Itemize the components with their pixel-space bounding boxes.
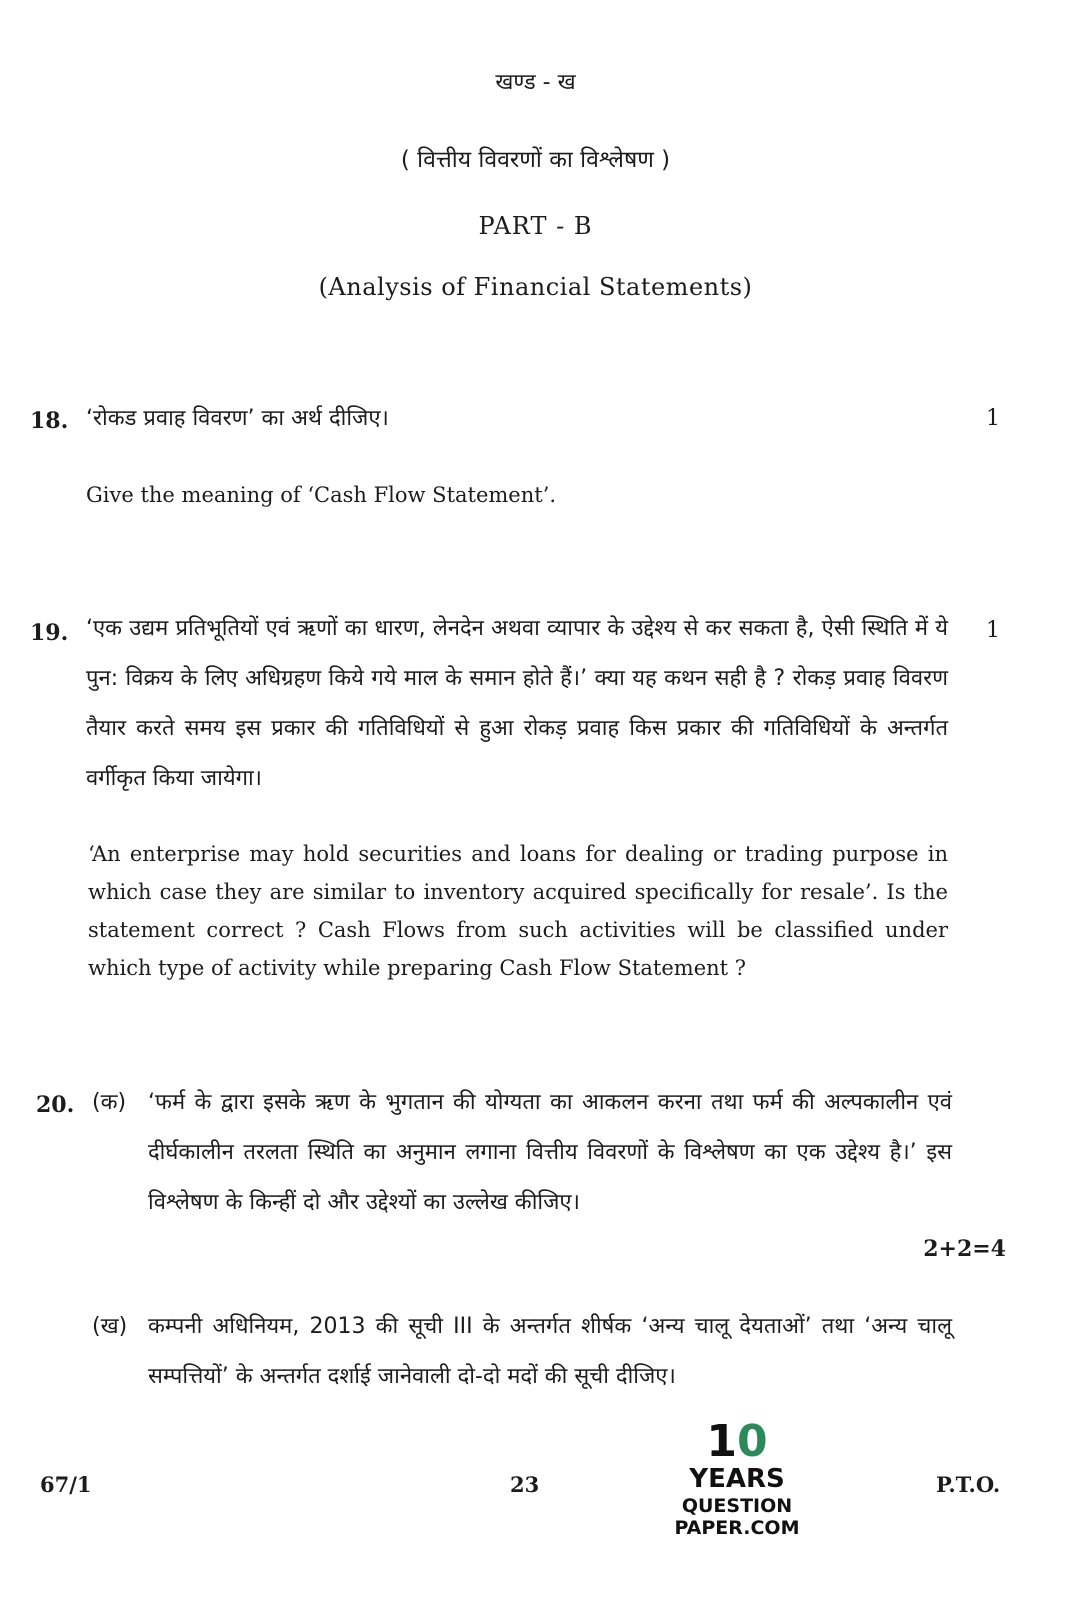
- section-title-hindi: खण्ड - ख: [495, 70, 576, 95]
- watermark-logo-years: YEARS: [689, 1464, 785, 1494]
- watermark-logo-site: QUESTION PAPER.COM: [674, 1495, 800, 1539]
- part-b-label: (ख): [92, 1314, 128, 1339]
- paper-code: 67/1: [40, 1472, 92, 1497]
- question-marks: 2+2=4: [923, 1236, 1006, 1262]
- question-marks: 1: [986, 406, 1000, 431]
- watermark-logo-number: [700, 1416, 774, 1467]
- part-a-label: (क): [92, 1090, 127, 1115]
- pto-label: P.T.O.: [936, 1472, 1001, 1497]
- section-subtitle-hindi: ( वित्तीय विवरणों का विश्लेषण ): [400, 147, 671, 173]
- part-b-text: कम्पनी अधिनियम, 2013 की सूची III के अन्तर्गत शीर्षक ‘अन्य चालू देयताओं’ तथा ‘अन्य चालू सम्पत्तियों’ के अन्तर्गत दर्शाई जानेवाली दो-दो मदों की सूची दीजिए।: [148, 1314, 952, 1389]
- part-a-text: ‘फर्म के द्वारा इसके ऋण के भुगतान की योग्यता का आकलन करना तथा फर्म की अल्पकालीन एवं दीर्घकालीन तरलता स्थिति का अनुमान लगाना वित्तीय विवरणों के विश्लेषण का एक उद्देश्य है।’ इस विश्लेषण के किन्हीं दो और उद्देश्यों का उल्लेख कीजिए।: [148, 1090, 952, 1215]
- section-subtitle-english: (Analysis of Financial Statements): [318, 273, 753, 301]
- question-marks: 1: [986, 618, 1000, 643]
- question-text-hindi: ‘एक उद्यम प्रतिभूतियों एवं ऋणों का धारण, लेनदेन अथवा व्यापार के उद्देश्य से कर सकता है, ऐसी स्थिति में ये पुन: विक्रय के लिए अधिग्रहण किये गये माल के समान होते हैं।’ क्या यह कथन सही है ? रोकड़ प्रवाह विवरण तैयार करते समय इस प्रकार की गतिविधियों से हुआ रोकड़ प्रवाह किस प्रकार की गतिविधियों के अन्तर्गत वर्गीकृत किया जायेगा।: [86, 616, 948, 791]
- section-title-english: PART - B: [478, 212, 593, 240]
- logo-digit-one: 1: [706, 1416, 737, 1467]
- logo-digit-zero: 0: [737, 1416, 768, 1467]
- question-text-english: Give the meaning of ‘Cash Flow Statement’.: [86, 483, 557, 507]
- page-number: 23: [510, 1472, 540, 1497]
- question-number: 18.: [30, 408, 69, 434]
- question-text-english: ‘An enterprise may hold securities and loans for dealing or trading purpose in which case they are similar to inventory acquired specifically for resale’. Is the statement correct ? Cash Flows from such activities will be classified under which type of activity while preparing Cash Flow Statement ?: [88, 842, 948, 980]
- question-number: 20.: [36, 1092, 75, 1118]
- question-text-hindi: ‘रोकड प्रवाह विवरण’ का अर्थ दीजिए।: [86, 406, 389, 431]
- question-number: 19.: [30, 620, 69, 646]
